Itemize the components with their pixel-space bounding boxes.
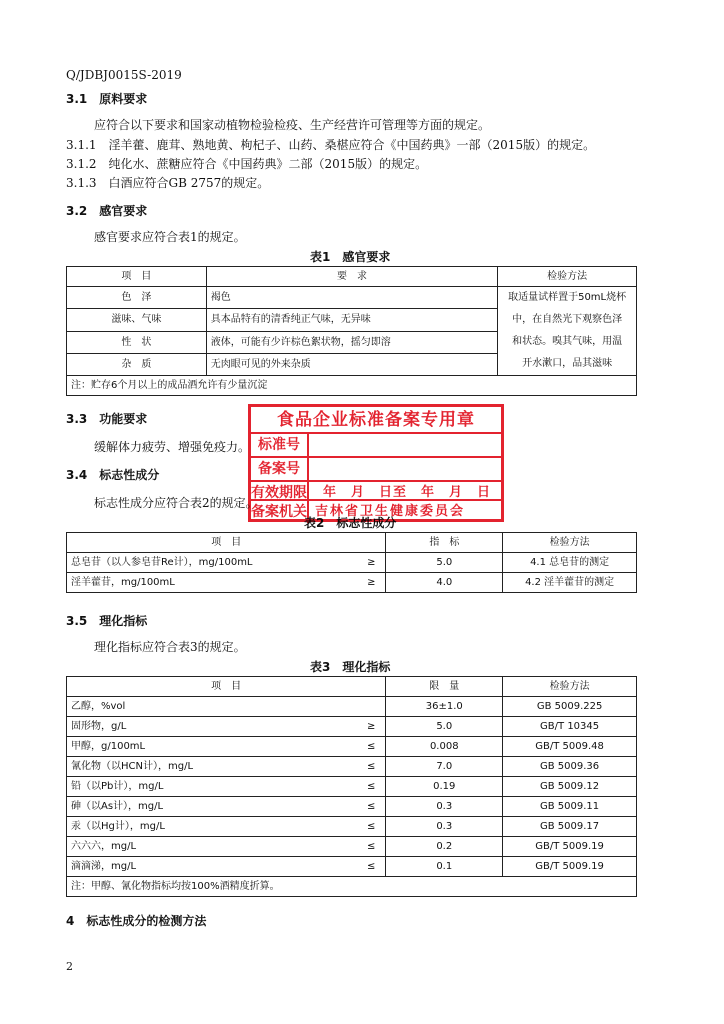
- table-header-cell: 检验方法: [498, 267, 637, 287]
- stamp-label: 有效期限: [251, 482, 309, 504]
- table-header-cell: 指 标: [386, 533, 503, 553]
- table-cell: 汞（以Hg计），mg/L: [67, 817, 350, 837]
- table-cell: GB 5009.36: [503, 757, 637, 777]
- table-cell: ≥: [350, 573, 386, 593]
- sensory-method-cell: [498, 287, 637, 376]
- table-cell: ≥: [350, 553, 386, 573]
- sensory-table: [66, 266, 637, 396]
- table-cell: GB/T 10345: [503, 717, 637, 737]
- section-4-heading: 4 标志性成分的检测方法: [66, 914, 207, 928]
- table-cell: 乙醇，%vol: [67, 697, 350, 717]
- table-header-cell: 检验方法: [503, 677, 637, 697]
- table-cell: 六六六，mg/L: [67, 837, 350, 857]
- physicochemical-table: [66, 676, 637, 897]
- list-item: 3.1.3 白酒应符合GB 2757的规定。: [66, 176, 270, 190]
- method-line: 开水漱口，品其滋味: [522, 358, 613, 369]
- table-cell: 甲醇，g/100mL: [67, 737, 350, 757]
- table-cell: ≤: [350, 817, 386, 837]
- table-cell: 具本品特有的清香纯正气味，无异味: [206, 309, 497, 331]
- method-line: 取适量试样置于50mL烧杯: [508, 292, 627, 303]
- table-cell: 铅（以Pb计），mg/L: [67, 777, 350, 797]
- table-3-caption: 表3 理化指标: [310, 660, 391, 674]
- table-cell: GB/T 5009.48: [503, 737, 637, 757]
- table-row: [67, 553, 637, 573]
- table-cell: 0.2: [386, 837, 503, 857]
- table-cell: 4.1 总皂苷的测定: [503, 553, 637, 573]
- stamp-row: [251, 456, 501, 480]
- table-cell: GB 5009.11: [503, 797, 637, 817]
- table-row: [67, 737, 637, 757]
- table-cell: 4.2 淫羊藿苷的测定: [503, 573, 637, 593]
- section-3-1-heading: 3.1 原料要求: [66, 92, 148, 106]
- table-header-cell: 检验方法: [503, 533, 637, 553]
- table-row: [67, 857, 637, 877]
- table-row: [67, 717, 637, 737]
- table-cell: 性 状: [67, 331, 207, 353]
- table-cell: 4.0: [386, 573, 503, 593]
- table-cell: 总皂苷（以人参皂苷Re计），mg/100mL: [67, 553, 350, 573]
- table-cell: 砷（以As计），mg/L: [67, 797, 350, 817]
- table-cell: 0.19: [386, 777, 503, 797]
- table-row: [67, 777, 637, 797]
- table-row: [67, 287, 637, 309]
- table-cell: 0.1: [386, 857, 503, 877]
- table-cell: ≤: [350, 737, 386, 757]
- stamp-row: [251, 499, 501, 523]
- table-1-caption: 表1 感官要求: [310, 250, 391, 264]
- section-3-5-heading: 3.5 理化指标: [66, 614, 148, 628]
- table-cell: GB 5009.225: [503, 697, 637, 717]
- stamp-title: 食品企业标准备案专用章: [277, 410, 475, 430]
- section-3-2-intro: 感官要求应符合表1的规定。: [94, 230, 246, 244]
- method-line: 和状态。嗅其气味，用温: [512, 336, 623, 347]
- table-cell: 滴滴涕，mg/L: [67, 857, 350, 877]
- table-cell: [350, 697, 386, 717]
- table-header-cell: 项 目: [67, 267, 207, 287]
- section-3-1-intro: 应符合以下要求和国家动植物检验检疫、生产经营许可管理等方面的规定。: [94, 118, 491, 132]
- table-row: [67, 837, 637, 857]
- stamp-label: 备案机关: [251, 501, 309, 523]
- stamp-value: 年 月 日至 年 月 日: [323, 485, 492, 500]
- table-row: [67, 797, 637, 817]
- table-cell: 色 泽: [67, 287, 207, 309]
- table-cell: GB 5009.17: [503, 817, 637, 837]
- table-header-row: [67, 533, 637, 553]
- list-item: 3.1.1 淫羊藿、鹿茸、熟地黄、枸杞子、山药、桑椹应符合《中国药典》一部（2015版）的规定。: [66, 138, 596, 152]
- table-cell: 0.3: [386, 797, 503, 817]
- table-cell: ≤: [350, 757, 386, 777]
- table-cell: 褐色: [206, 287, 497, 309]
- table-cell: GB 5009.12: [503, 777, 637, 797]
- table-cell: 36±1.0: [386, 697, 503, 717]
- stamp-label: 备案号: [251, 458, 309, 480]
- table-cell: ≤: [350, 797, 386, 817]
- table-cell: ≤: [350, 777, 386, 797]
- table-cell: ≥: [350, 717, 386, 737]
- table-cell: 液体，可能有少许棕色絮状物，摇匀即溶: [206, 331, 497, 353]
- table-note: 注：贮存6个月以上的成品酒允许有少量沉淀: [67, 376, 637, 396]
- table-cell: GB/T 5009.19: [503, 857, 637, 877]
- section-3-4-intro: 标志性成分应符合表2的规定。: [94, 496, 258, 510]
- table-header-row: [67, 267, 637, 287]
- section-3-3-text: 缓解体力疲劳、增强免疫力。: [94, 440, 251, 454]
- table-header-cell: 限 量: [386, 677, 503, 697]
- table-2-caption: 表2 标志性成分: [304, 516, 397, 530]
- list-item: 3.1.2 纯化水、蔗糖应符合《中国药典》二部（2015版）的规定。: [66, 157, 428, 171]
- table-header-row: [67, 677, 637, 697]
- table-header-cell: 项 目: [67, 533, 386, 553]
- table-cell: 0.3: [386, 817, 503, 837]
- table-cell: ≤: [350, 837, 386, 857]
- section-3-4-heading: 3.4 标志性成分: [66, 468, 160, 482]
- method-line: 中，在自然光下观察色泽: [512, 314, 623, 325]
- table-cell: ≤: [350, 857, 386, 877]
- table-cell: 固形物，g/L: [67, 717, 350, 737]
- table-row: [67, 573, 637, 593]
- table-cell: 5.0: [386, 717, 503, 737]
- table-cell: 杂 质: [67, 353, 207, 375]
- table-cell: 7.0: [386, 757, 503, 777]
- table-cell: 滋味、气味: [67, 309, 207, 331]
- table-cell: GB/T 5009.19: [503, 837, 637, 857]
- table-row: [67, 697, 637, 717]
- section-3-3-heading: 3.3 功能要求: [66, 412, 148, 426]
- stamp-label: 标准号: [251, 434, 309, 456]
- table-cell: 5.0: [386, 553, 503, 573]
- table-header-cell: 项 目: [67, 677, 386, 697]
- marker-components-table: [66, 532, 637, 593]
- page-number: 2: [66, 960, 73, 973]
- section-3-2-heading: 3.2 感官要求: [66, 204, 148, 218]
- table-cell: 淫羊藿苷，mg/100mL: [67, 573, 350, 593]
- table-row: [67, 757, 637, 777]
- table-cell: 氰化物（以HCN计），mg/L: [67, 757, 350, 777]
- stamp-value: 吉林省卫生健康委员会: [315, 504, 466, 519]
- stamp-row: [251, 432, 501, 456]
- registration-stamp: [248, 404, 504, 522]
- table-row: [67, 817, 637, 837]
- table-note: 注：甲醇、氰化物指标均按100%酒精度折算。: [67, 877, 637, 897]
- document-id: Q/JDBJ0015S-2019: [66, 68, 182, 82]
- table-note-row: [67, 376, 637, 396]
- table-cell: 0.008: [386, 737, 503, 757]
- section-3-5-intro: 理化指标应符合表3的规定。: [94, 640, 246, 654]
- table-note-row: [67, 877, 637, 897]
- table-header-cell: 要 求: [206, 267, 497, 287]
- table-cell: 无肉眼可见的外来杂质: [206, 353, 497, 375]
